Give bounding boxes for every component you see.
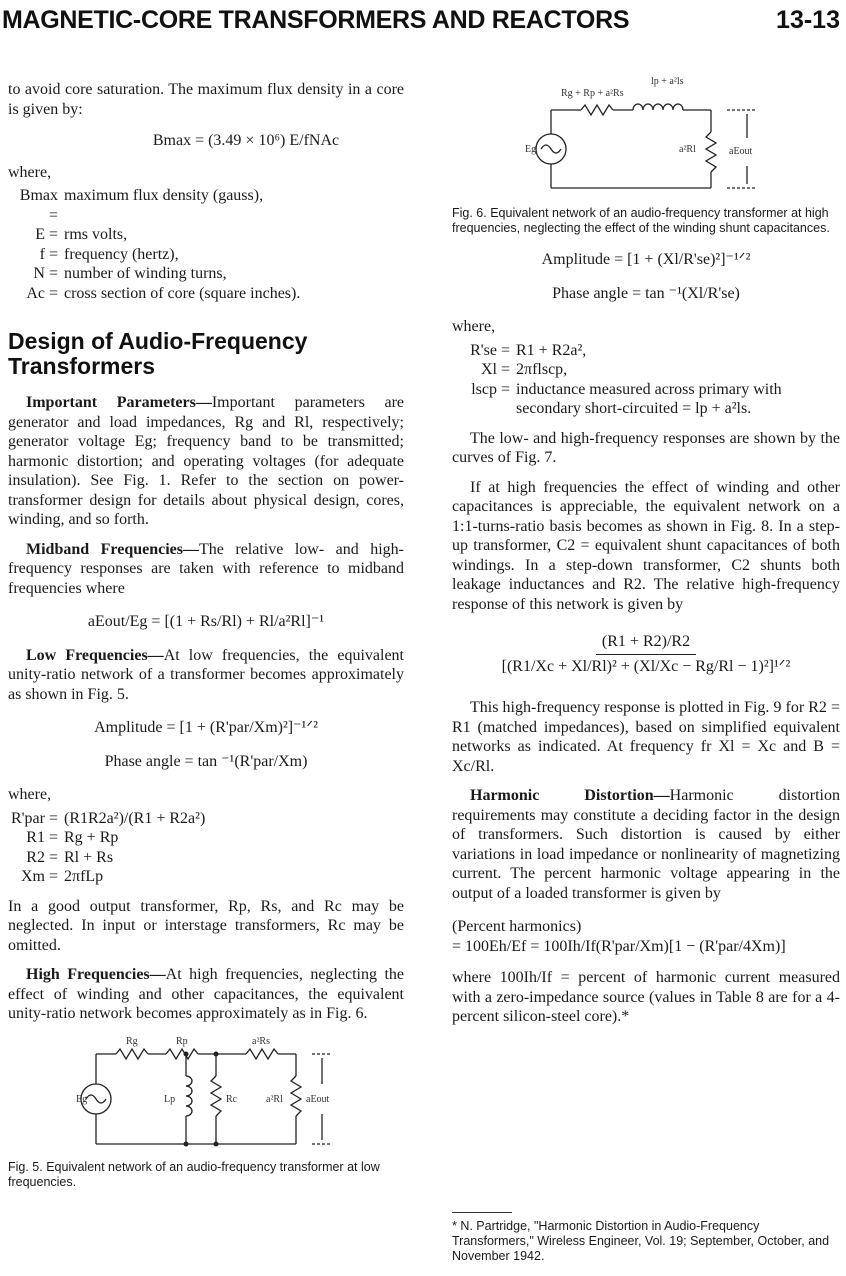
capacitance-paragraph: If at high frequencies the effect of winding and other capacitances is appreciable, the equivalent network on a 1:1-turns-ratio basis becomes as shown in Fig. 8. In a step-up transformer, C2 = equivalent shunt capacitances of both windings. In a step-down transformer, C2 shunts both leakage inductances and R2. The relative high-frequency response of this network is given by xyxy=(452,478,840,613)
fig6-circuit-diagram xyxy=(521,70,771,200)
definition-row xyxy=(8,828,404,848)
runin-heading: High Frequencies— xyxy=(26,966,166,983)
paragraph-text: The relative low- and high-frequency responses are taken with reference to midband frequencies where xyxy=(8,540,405,597)
definition-row xyxy=(452,380,840,419)
high-frequencies-paragraph xyxy=(8,965,404,1024)
equation-midband: aEout/Eg = [(1 + Rs/Rl) + Rl/a²Rl]⁻¹ xyxy=(87,613,325,630)
definition-row xyxy=(8,225,404,245)
def-symbol: f = xyxy=(39,245,58,263)
output-transformer-paragraph: In a good output transformer, Rp, Rs, and Rc may be neglected. In input or interstage transformers, Rc may be omitted. xyxy=(8,897,404,954)
low-frequencies-paragraph xyxy=(8,646,404,705)
def-text: inductance measured across primary with secondary short-circuited = lp + a²ls. xyxy=(516,380,782,417)
runin-heading: Midband Frequencies— xyxy=(26,540,199,558)
where-label: where, xyxy=(8,163,52,181)
equation-amplitude-low: Amplitude = [1 + (R'par/Xm)²]⁻¹ᐟ² xyxy=(94,719,318,736)
def-symbol: R1 = xyxy=(26,829,58,846)
paragraph-text: At high frequencies, neglecting the effect of winding and other capacitances, the equivalent unity-ratio network becomes approximately as in Fig. 6. xyxy=(8,966,404,1022)
fig6-caption: Fig. 6. Equivalent network of an audio-frequency transformer at high frequencies, neglecting the effect of the winding shunt capacitances. xyxy=(452,206,830,235)
footnote-text: * N. Partridge, "Harmonic Distortion in Audio-Frequency Transformers," Wireless Engineer, Vol. 19; September, October, and November 1942. xyxy=(452,1219,830,1263)
def-symbol: Ac = xyxy=(26,284,58,302)
running-header xyxy=(0,6,846,36)
def-text: frequency (hertz), xyxy=(64,245,179,263)
runin-heading: Low Frequencies— xyxy=(26,646,164,664)
def-text: 2πfLp xyxy=(64,868,104,885)
def-symbol: lscp = xyxy=(471,380,510,398)
definition-row xyxy=(452,360,840,380)
definition-list-high xyxy=(452,341,840,419)
fig6-label-eg: Eg xyxy=(525,144,537,155)
def-text: cross section of core (square inches). xyxy=(64,284,301,302)
def-text: R1 + R2a², xyxy=(516,341,587,359)
runin-heading: Harmonic Distortion— xyxy=(470,787,670,804)
harmonic-current-paragraph: where 100Ih/If = percent of harmonic current measured with a zero-impedance source (values in Table 8 are for a 4-percent silicon-steel core).* xyxy=(452,969,840,1025)
definition-row xyxy=(8,809,404,829)
fig5-label-lp: Lp xyxy=(164,1093,176,1105)
def-symbol: R'par = xyxy=(10,809,58,827)
definition-row xyxy=(8,264,404,284)
fig5-label-a2rl: a²Rl xyxy=(266,1093,283,1105)
equation-amplitude-high: Amplitude = [1 + (Xl/R'se)²]⁻¹ᐟ² xyxy=(541,251,751,268)
paragraph-text: Harmonic distortion requirements may constitute a deciding factor in the design of transformers. Such distortion is caused by either variations in load impedance or nonlinearity of magnetizing current. The percent harmonic voltage appearing in the output of a loaded transformer is given by xyxy=(452,787,840,902)
def-symbol: N = xyxy=(33,265,58,282)
footnote xyxy=(452,1212,840,1264)
definition-list-bmax xyxy=(8,186,404,303)
definition-row xyxy=(8,848,404,868)
definition-row xyxy=(8,186,404,225)
fig6-label-leakage: lp + a²ls xyxy=(651,76,684,87)
fig6-label-a2rl: a²Rl xyxy=(679,144,696,155)
def-text: rms volts, xyxy=(64,226,128,243)
def-symbol: E = xyxy=(35,226,58,243)
header-title: MAGNETIC-CORE TRANSFORMERS AND REACTORS xyxy=(2,6,630,34)
fig6-label-top: Rg + Rp + a²Rs xyxy=(561,88,624,99)
curves-paragraph: The low- and high-frequency responses are shown by the curves of Fig. 7. xyxy=(452,429,840,466)
where-label: where, xyxy=(8,786,52,803)
paragraph-text: Important parameters are generator and load impedances, Rg and Rl, respectively; generator voltage Eg; frequency band to be transmitted; harmonic distortion; and operating voltages (for adequate insulation). See Fig. 1. Refer to the section on power-transformer design for details about physical design, cores, winding, and so forth. xyxy=(8,394,404,528)
percent-harmonics-label: (Percent harmonics) xyxy=(452,918,582,935)
definition-list-low xyxy=(8,809,404,887)
fig5-caption: Fig. 5. Equivalent network of an audio-frequency transformer at low frequencies. xyxy=(8,1159,380,1189)
important-parameters-paragraph xyxy=(8,393,404,530)
def-symbol: R'se = xyxy=(470,341,510,359)
footnote-rule xyxy=(452,1212,512,1213)
runin-heading: Important Parameters— xyxy=(26,394,212,411)
def-text: Rl + Rs xyxy=(64,848,114,866)
fraction-denominator: [(R1/Xc + Xl/Rl)² + (Xl/Xc − Rg/Rl − 1)²]¹ᐟ² xyxy=(501,657,791,675)
equation-relative-response xyxy=(452,632,840,676)
equation-phase-low: Phase angle = tan ⁻¹(R'par/Xm) xyxy=(104,752,308,770)
def-text: 2πflscp, xyxy=(516,361,568,378)
equation-phase-high: Phase angle = tan ⁻¹(Xl/R'se) xyxy=(552,284,740,302)
harmonic-distortion-paragraph xyxy=(452,786,840,903)
plotted-paragraph: This high-frequency response is plotted in Fig. 9 for R2 = R1 (matched impedances), based on simplified equivalent networks as indicated. At frequency fr Xl = Xc and B = Xc/Rl. xyxy=(452,699,840,775)
definition-row xyxy=(452,341,840,361)
fraction-numerator: (R1 + R2)/R2 xyxy=(596,632,696,655)
definition-row xyxy=(8,284,404,304)
right-column xyxy=(452,70,840,1037)
def-text: maximum flux density (gauss), xyxy=(64,187,264,204)
def-symbol: R2 = xyxy=(26,848,58,866)
midband-paragraph xyxy=(8,540,404,599)
fig5-label-a2rs: a²Rs xyxy=(252,1035,270,1047)
section-heading: Design of Audio-Frequency Transformers xyxy=(8,328,308,379)
fig5-label-rc: Rc xyxy=(226,1093,238,1105)
def-text: Rg + Rp xyxy=(64,829,119,846)
def-text: number of winding turns, xyxy=(64,265,227,282)
paragraph-text: At low frequencies, the equivalent unity-ratio network of a transformer becomes approximately as shown in Fig. 5. xyxy=(8,646,404,703)
definition-row xyxy=(8,245,404,265)
page-number: 13-13 xyxy=(776,6,840,34)
equation-percent-harmonics: = 100Eh/Ef = 100Ih/If(R'par/Xm)[1 − (R'par/4Xm)] xyxy=(452,937,786,955)
def-text: (R1R2a²)/(R1 + R2a²) xyxy=(64,809,206,827)
def-symbol: Bmax = xyxy=(19,187,58,224)
fig5-label-rp: Rp xyxy=(176,1035,188,1047)
definition-row xyxy=(8,867,404,887)
equation-bmax: Bmax = (3.49 × 10⁶) E/fNAc xyxy=(152,132,340,149)
intro-paragraph: to avoid core saturation. The maximum flux density in a core is given by: xyxy=(8,81,404,118)
fig5-label-aeout: aEout xyxy=(306,1093,330,1105)
fig6-label-aeout: aEout xyxy=(729,146,753,157)
fig5-label-eg: Eg xyxy=(76,1093,88,1105)
fig5-label-rg: Rg xyxy=(126,1035,138,1047)
fig5-circuit-diagram xyxy=(76,1034,336,1154)
def-symbol: Xm = xyxy=(20,868,58,885)
where-label: where, xyxy=(452,318,496,335)
left-column xyxy=(8,80,404,1200)
def-symbol: Xl = xyxy=(480,361,510,378)
